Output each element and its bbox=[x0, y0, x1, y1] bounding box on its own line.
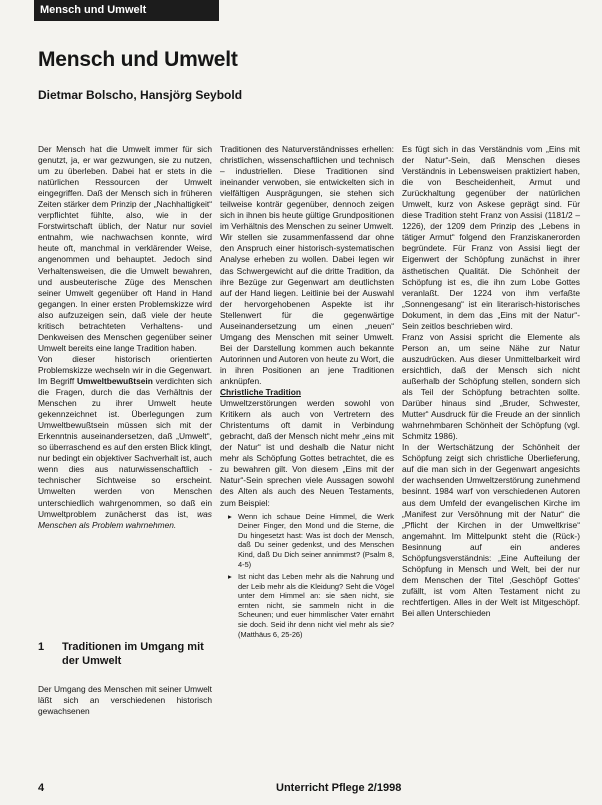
bible-quote-1 bbox=[228, 512, 394, 570]
section-heading-1 bbox=[38, 640, 212, 668]
col1-p2-text-cont: verdichten sich die Fragen, durch die das Verhältnis der Menschen zu ihrer Umwelt heute gekennzeichnet ist. Überlegungen zum Umweltbewußtsein müssen sich mit der Erkenntnis auseinandersetzen, daß „Umwelt“, so überraschend es auf den ersten Blick klingt, nur bedingt ein objektiver Sachverhalt ist, auch wenn dies aus naturwissenschaftlich - technischer Sichtweise so erscheint. Umwelten werden von Menschen unterschiedlich wahrgenommen, so daß ein Umweltproblem zunächerst das ist, bbox=[38, 375, 212, 519]
page-number: 4 bbox=[38, 782, 45, 794]
subheading-christliche-tradition: Christliche Tradition bbox=[220, 387, 301, 398]
bible-quote-2 bbox=[228, 572, 394, 639]
col3-paragraph-1: Es fügt sich in das Verständnis vom „Eins mit der Natur“-Sein, daß Menschen dieses Verständnis in Lebensweisen praktiziert haben, die von Bescheidenheit, Armut und Zurückhaltung gegenüber der natürlichen Umwelt, kurz von Askese geprägt sind. Für diese Tradition steht Franz von Assisi (1181/2 –1226), der 1209 dem Prinzip des „Lebens in tätiger Armut“ folgend den Franziskanerorden begründete. Für Franz von Assisi liegt der Eigenwert der Schöpfung zunächst in ihrer ästhetischen Qualität. Die Schönheit der Schöpfung ist es, die ihn zum Lobe Gottes veranlaßt. Der 1224 von ihm verfaßte „Sonnengesang“ ist ein literarisch-historisches Dokument, in dem das „Eins mit der Natur“-Sein zeitlos beschrieben wird. bbox=[402, 144, 580, 331]
col2-paragraph-2: Wir stellen sie zusammenfassend dar ohne den Anspruch einer historisch-systematischen Analyse erheben zu wollen. Dabei legen wir das Schwergewicht auf die dritte Tradition, da ihre Bezüge zur Gegenwart am deutlichsten auf der Hand liegen. Leitlinie bei der Auswahl der hervorgehobenen Aspekte ist ihr Stellenwert für die gegenwärtige Auseinandersetzung um einen „neuen“ Umgang des Menschen mit seiner Umwelt. Bei der Darstellung kommen auch bekannte Autorinnen und Autoren von heute zu Wort, die in ihren Positionen an jene Traditionen anknüpfen. bbox=[220, 232, 394, 386]
column-2 bbox=[220, 144, 394, 639]
quote-bullet-icon: ▸ bbox=[228, 572, 232, 582]
quote-1-text: Wenn ich schaue Deine Himmel, die Werk Deiner Finger, den Mond und die Sterne, die Du hingesetzt hast: Was ist doch der Mensch, daß Du seiner gedenkst, und des Menschen Kind, daß Du Dich seiner annimmst? (Psalm 8, 4-5) bbox=[238, 511, 394, 569]
column-1 bbox=[38, 144, 212, 531]
publication-footer: Unterricht Pflege 2/1998 bbox=[276, 782, 402, 794]
col3-paragraph-3: In der Wertschätzung der Schönheit der Schöpfung zeigt sich christliche Überlieferung, auf die man sich in der Gegenwart angesichts der wachsenden Umweltzerstörung zunehmend besinnt. 1984 warf von verschiedenen Autoren aus dem Umfeld der evangelischen Kirche im „Manifest zur Versöhnung mit der Natur“ die „Pflicht der Kirchen in der Umweltkrise“ angemahnt. Im Mittelpunkt steht die (Rück-) Besinnung auf ein anderes Schöpfungsverständnis: „Eine Aufteilung der Schöpfung in Mensch und Welt, bei der nur dem Menschen der Titel ‚Geschöpf Gottes‘ zufällt, ist vom Alten Testament nicht zu rechtfertigen. Alles in der Welt ist Mitgeschöpf. Bei allen Unterschieden bbox=[402, 442, 580, 618]
column-3 bbox=[402, 144, 580, 619]
col1-p2-text: Von dieser historisch orientierten Problemskizze wechseln wir in die Gegenwart. Im Begriff bbox=[38, 353, 212, 386]
quote-bullet-icon: ▸ bbox=[228, 511, 232, 521]
col1-paragraph-1: Der Mensch hat die Umwelt immer für sich genutzt, ja, er war gezwungen, sie zu nutzen, um zu überleben. Dabei hat er stets in die natürlichen Ressourcen der Umwelt eingegriffen. Daß der Mensch sich in früheren Zeiten stärker dem Prinzip der „Nachhaltigkeit“ verpflichtet fühlte, also, wie in der Forstwirtschaft üblich, der Natur nur soviel entnahm, wie nachwachsen konnte, wird heute oft, manchmal in verklärender Weise, angenommen und behauptet. Jedoch sind Verhaltensweisen, die die Umwelt bewahren, und ausbeuterische Züge des Menschen seiner Umwelt gegenüber oft Hand in Hand gegangen. In einer ersten Problemskizze wird also aufzuzeigen sein, daß viele der heute kritisch betrachteten Verhaltens- und Denkweisen des Menschen gegenüber seiner Umwelt bereits eine lange Tradition haben. bbox=[38, 144, 212, 353]
col2-paragraph-1: Traditionen des Naturverständnisses erhellen: christlichen, wissenschaftlichen und technisch – industriellen. Diese Traditionen sind ineinander verwoben, sie entwickelten sich in vielfältigen Ausprägungen, sie stehen sich teilweise konträr gegenüber, dennoch zeigen sich in ihnen bis heute gültige Grundpositionen im Verhältnis des Menschen zu seiner Umwelt. bbox=[220, 144, 394, 232]
quote-2-text: Ist nicht das Leben mehr als die Nahrung und der Leib mehr als die Kleidung? Seht die Vögel unter dem Himmel an: sie säen nicht, sie ernten nicht, sie sammeln nicht in die Scheunen; und euer himmlischer Vater ernährt sie doch. Seid ihr denn nicht viel mehr als sie? (Matthäus 6, 25-26) bbox=[238, 572, 394, 639]
col2-paragraph-3: Umweltzerstörungen werden sowohl von Kritikern als auch von Vertretern des Christentums oft damit in Verbindung gebracht, daß der Mensch nicht mehr „eins mit der Natur“ ist und deshalb die Natur nicht mehr als Schöpfung Gottes betrachtet, die es zu bewahren gilt. Von diesem „Eins mit der Natur“-Sein sprechen viele Aussagen sowohl des Alten als auch des Neuen Testaments, zum Beispiel: bbox=[220, 398, 394, 508]
col1-p2-italic: was Menschen als Problem wahrnehmen. bbox=[38, 508, 212, 530]
section-banner: Mensch und Umwelt bbox=[34, 0, 219, 21]
col1-paragraph-2 bbox=[38, 354, 212, 531]
col1-p2-bold-term: Umweltbewußtsein bbox=[76, 375, 153, 386]
section-title: Traditionen im Umgang mit der Umwelt bbox=[62, 641, 204, 667]
article-title: Mensch und Umwelt bbox=[38, 48, 238, 71]
column-1-continued: Der Umgang des Menschen mit seiner Umwelt läßt sich an verschiedenen historisch gewachsenen bbox=[38, 684, 212, 717]
col3-paragraph-2: Franz von Assisi spricht die Elemente als Person an, um seine Nähe zur Natur auszudrücken. Aus dieser Unmittelbarkeit wird ersichtlich, daß der Mensch sich nicht außerhalb der Schöpfung stellen, sondern sich als Teil der Schöpfung betrachten sollte. Darüber hinaus sind „Bruder, Schwester, Mutter“ Ausdruck für die Freude an der sinnlich wahrnehmbaren Schönheit der Schöpfung (vgl. Schmitz 1986). bbox=[402, 331, 580, 442]
section-number: 1 bbox=[38, 641, 45, 653]
article-authors: Dietmar Bolscho, Hansjörg Seybold bbox=[38, 88, 243, 102]
